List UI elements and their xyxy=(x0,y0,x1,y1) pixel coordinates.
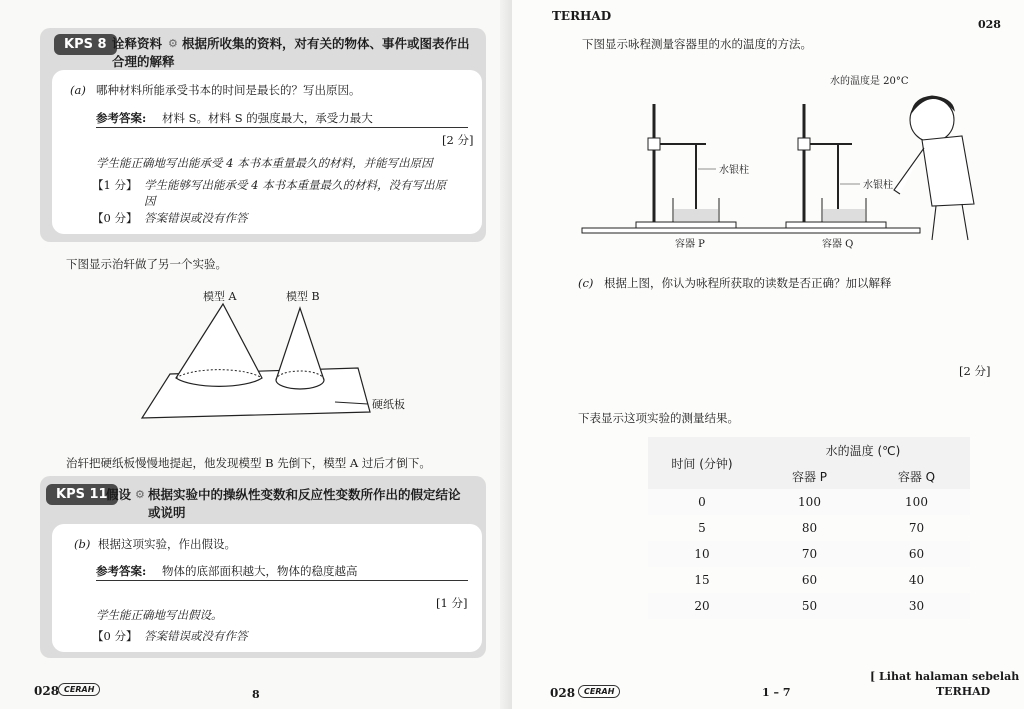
model-a-cone xyxy=(176,304,262,386)
footer-terhad: TERHAD xyxy=(936,685,991,698)
criteria-0-text: 答案错误或没有作答 xyxy=(144,211,248,225)
kps11-tag: KPS 11 xyxy=(46,484,118,505)
thermometer-diagram xyxy=(576,64,996,254)
container-q-label: 容器 Q xyxy=(822,239,854,250)
publisher-logo: CERAH xyxy=(58,683,100,696)
water-temp-note: 水的温度是 20°C xyxy=(830,76,909,87)
model-a-label: 模型 A xyxy=(203,290,237,303)
table-cell: 20 xyxy=(694,599,710,613)
kps11-title: 假设 xyxy=(106,487,132,502)
answer-text: 材料 S。材料 S 的强度最大，承受力最大 xyxy=(162,111,373,125)
criteria-0-label: 【0 分】 xyxy=(92,629,138,643)
next-page-note: [ Lihat halaman sebelah xyxy=(870,670,1020,683)
table-row xyxy=(648,489,970,515)
kps8-title: 诠释资料 xyxy=(112,36,163,51)
answer-label: 参考答案: xyxy=(96,564,147,578)
table-cell: 0 xyxy=(698,495,706,509)
q-a-label: (a) xyxy=(70,83,86,97)
boy-figure xyxy=(894,96,974,240)
criteria-1-label: 【1 分】 xyxy=(92,178,138,192)
table-cell: 70 xyxy=(908,521,925,535)
table-cell: 50 xyxy=(801,599,818,613)
model-b-label: 模型 B xyxy=(286,290,320,303)
kps8-tag: KPS 8 xyxy=(54,34,117,55)
board-label: 硬纸板 xyxy=(372,398,405,411)
col-q-header: 容器 Q xyxy=(897,469,936,484)
time-header: 时间 (分钟) xyxy=(671,456,733,471)
table-cell: 80 xyxy=(801,521,818,535)
intro-text: 下图显示治轩做了另一个实验。 xyxy=(66,257,227,271)
publisher-logo: CERAH xyxy=(578,685,620,698)
kps11-desc-2: 或说明 xyxy=(148,505,186,520)
kps8-desc-2: 合理的解释 xyxy=(112,54,175,69)
table-cell: 10 xyxy=(694,547,710,561)
col-p-header: 容器 P xyxy=(791,469,828,484)
header-code: 028 xyxy=(978,18,1001,31)
table-cell: 60 xyxy=(801,573,818,587)
kps8-desc-1: 根据所收集的资料，对有关的物体、事件或图表作出 xyxy=(182,36,470,51)
criteria-0-label: 【0 分】 xyxy=(92,211,138,225)
answer-text: 物体的底部面积越大，物体的稳度越高 xyxy=(162,564,358,578)
table-cell: 60 xyxy=(908,547,925,561)
intro-text: 下图显示咏程测量容器里的水的温度的方法。 xyxy=(582,37,812,51)
mercury-label-1: 水银柱 xyxy=(719,165,749,176)
table-cell: 15 xyxy=(694,573,710,587)
table-cell: 100 xyxy=(798,495,821,509)
criteria-intro: 学生能正确地写出能承受 4 本书本重量最久的材料，并能写出原因 xyxy=(96,156,433,170)
temp-header: 水的温度 (℃) xyxy=(825,443,901,458)
criteria-intro: 学生能正确地写出假设。 xyxy=(96,608,223,622)
marks-a: [2 分] xyxy=(442,133,474,147)
table-cell: 30 xyxy=(908,599,925,613)
answer-label: 参考答案: xyxy=(96,111,147,125)
table-row xyxy=(648,541,970,567)
footer-code: 028 xyxy=(34,684,60,698)
gear-icon: ⚙ xyxy=(168,37,178,50)
q-c-label: (c) xyxy=(578,276,594,290)
mercury-label-2: 水银柱 xyxy=(863,180,893,191)
table-row xyxy=(648,515,970,541)
answer-rule xyxy=(96,580,468,581)
criteria-1-line2: 因 xyxy=(144,194,156,208)
table-cell: 70 xyxy=(801,547,818,561)
marks-b: [1 分] xyxy=(436,596,468,610)
table-cell: 40 xyxy=(908,573,925,587)
table-cell: 5 xyxy=(698,521,706,535)
table-cell: 100 xyxy=(905,495,928,509)
results-table xyxy=(648,437,970,619)
q-b-label: (b) xyxy=(74,537,91,551)
q-b-text: 根据这项实验，作出假设。 xyxy=(98,537,236,551)
footer-page: 1 – 7 xyxy=(762,686,791,699)
criteria-0-text: 答案错误或没有作答 xyxy=(144,629,248,643)
model-b-cone xyxy=(276,308,324,389)
answer-rule xyxy=(96,127,468,128)
marks-c: [2 分] xyxy=(959,364,991,378)
criteria-1-line1: 学生能够写出能承受 4 本书本重量最久的材料，没有写出原 xyxy=(144,178,447,192)
table-intro: 下表显示这项实验的测量结果。 xyxy=(578,411,739,425)
footer-page: 8 xyxy=(252,688,260,701)
after-text: 治轩把硬纸板慢慢地提起，他发现模型 B 先倒下，模型 A 过后才倒下。 xyxy=(66,456,431,470)
gear-icon: ⚙ xyxy=(135,488,145,501)
q-c-text: 根据上图，你认为咏程所获取的读数是否正确？加以解释 xyxy=(604,276,892,290)
header-terhad: TERHAD xyxy=(552,9,612,23)
q-a-text: 哪种材料所能承受书本的时间是最长的？写出原因。 xyxy=(96,83,361,97)
table-row xyxy=(648,593,970,619)
footer-code: 028 xyxy=(550,686,576,700)
kps11-desc-1: 根据实验中的操纵性变数和反应性变数所作出的假定结论 xyxy=(148,487,461,502)
container-p-label: 容器 P xyxy=(675,239,705,250)
right-page xyxy=(512,0,1024,709)
table-row xyxy=(648,567,970,593)
